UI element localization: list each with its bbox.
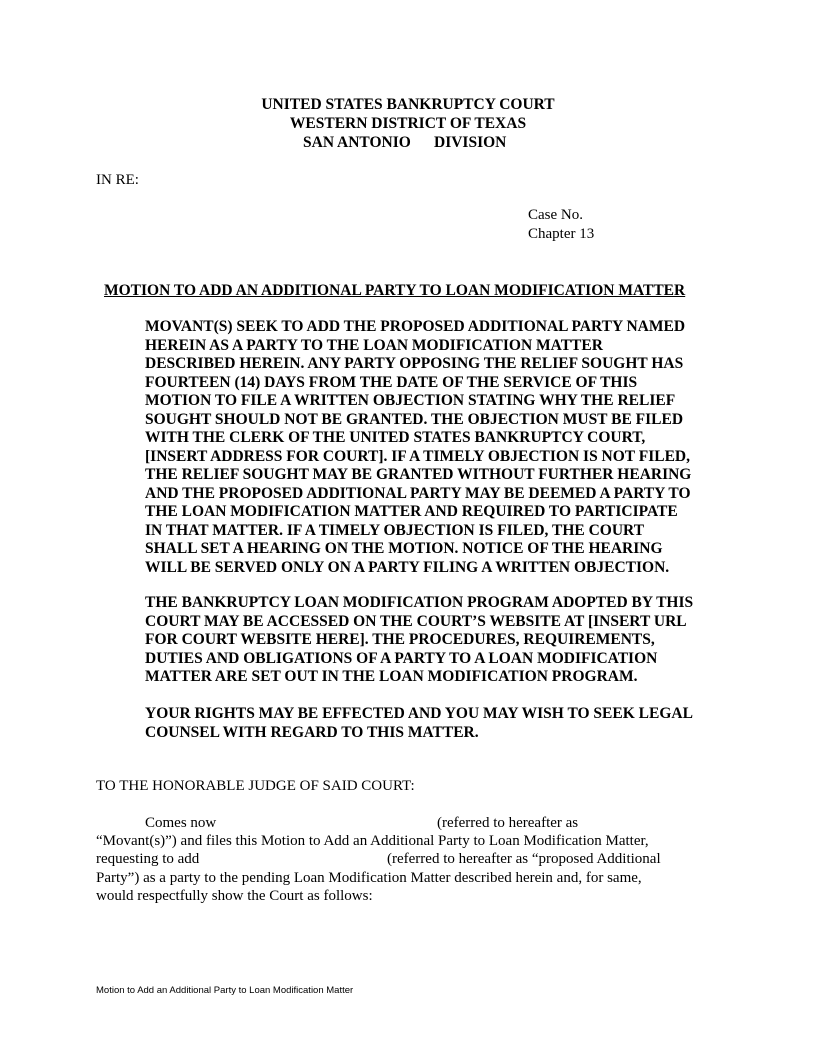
case-number-label: Case No.	[528, 207, 583, 223]
body-text-comes-now: Comes now	[145, 815, 217, 831]
notice-line: [INSERT ADDRESS FOR COURT]. IF A TIMELY OBJECTION IS NOT FILED,	[145, 447, 690, 465]
notice-line: COUNSEL WITH REGARD TO THIS MATTER.	[145, 723, 479, 741]
notice-line: IN THAT MATTER. IF A TIMELY OBJECTION IS FILED, THE COURT	[145, 521, 645, 539]
notice-line: HEREIN AS A PARTY TO THE LOAN MODIFICATION MATTER	[145, 336, 603, 354]
notice-paragraph-1	[145, 318, 730, 577]
notice-line: WILL BE SERVED ONLY ON A PARTY FILING A WRITTEN OBJECTION.	[145, 558, 670, 576]
motion-title: MOTION TO ADD AN ADDITIONAL PARTY TO LOAN MODIFICATION MATTER	[104, 282, 686, 299]
court-district: WESTERN DISTRICT OF TEXAS	[289, 115, 527, 132]
notice-line: THE RELIEF SOUGHT MAY BE GRANTED WITHOUT FURTHER HEARING	[145, 466, 692, 483]
body-text-line: “Movant(s)”) and files this Motion to Add an Additional Party to Loan Modification Matter,	[96, 833, 649, 849]
notice-line: SHALL SET A HEARING ON THE MOTION. NOTICE OF THE HEARING	[145, 540, 663, 557]
notice-line: DUTIES AND OBLIGATIONS OF A PARTY TO A LOAN MODIFICATION	[145, 649, 658, 667]
notice-line: AND THE PROPOSED ADDITIONAL PARTY MAY BE DEEMED A PARTY TO	[145, 484, 691, 502]
court-name: UNITED STATES BANKRUPTCY COURT	[261, 96, 555, 113]
in-re-label: IN RE:	[96, 172, 139, 188]
notice-line: DESCRIBED HEREIN. ANY PARTY OPPOSING THE RELIEF SOUGHT HAS	[145, 355, 684, 372]
notice-line: SOUGHT SHOULD NOT BE GRANTED. THE OBJECTION MUST BE FILED	[145, 410, 684, 428]
notice-paragraph-3	[145, 705, 730, 742]
body-text-line: Party”) as a party to the pending Loan Modification Matter described herein and, for same,	[96, 870, 642, 886]
body-text-referred: (referred to hereafter as	[437, 815, 579, 831]
notice-line: FOURTEEN (14) DAYS FROM THE DATE OF THE SERVICE OF THIS	[145, 373, 638, 391]
notice-paragraph-2	[145, 594, 730, 687]
notice-line: MOVANT(S) SEEK TO ADD THE PROPOSED ADDITIONAL PARTY NAMED	[145, 318, 686, 335]
notice-line: YOUR RIGHTS MAY BE EFFECTED AND YOU MAY WISH TO SEEK LEGAL	[145, 705, 693, 722]
notice-line: MOTION TO FILE A WRITTEN OBJECTION STATING WHY THE RELIEF	[145, 392, 676, 409]
notice-line: COURT MAY BE ACCESSED ON THE COURT’S WEBSITE AT [INSERT URL	[145, 612, 687, 630]
notice-line: THE LOAN MODIFICATION MATTER AND REQUIRED TO PARTICIPATE	[145, 503, 678, 520]
court-division: DIVISION	[434, 134, 507, 151]
chapter-label: Chapter 13	[528, 226, 595, 242]
notice-line: THE BANKRUPTCY LOAN MODIFICATION PROGRAM ADOPTED BY THIS	[145, 594, 694, 611]
notice-line: FOR COURT WEBSITE HERE]. THE PROCEDURES, REQUIREMENTS,	[145, 631, 655, 648]
page-footer: Motion to Add an Additional Party to Loan Modification Matter	[96, 985, 354, 996]
court-city: SAN ANTONIO	[303, 134, 411, 151]
notice-line: WITH THE CLERK OF THE UNITED STATES BANKRUPTCY COURT,	[145, 429, 646, 446]
body-text-requesting: requesting to add	[96, 851, 200, 867]
body-text-line: would respectfully show the Court as follows:	[96, 888, 373, 904]
salutation: TO THE HONORABLE JUDGE OF SAID COURT:	[96, 778, 415, 794]
body-text-referred-additional: (referred to hereafter as “proposed Additional	[387, 851, 661, 867]
notice-line: MATTER ARE SET OUT IN THE LOAN MODIFICATION PROGRAM.	[145, 668, 638, 685]
